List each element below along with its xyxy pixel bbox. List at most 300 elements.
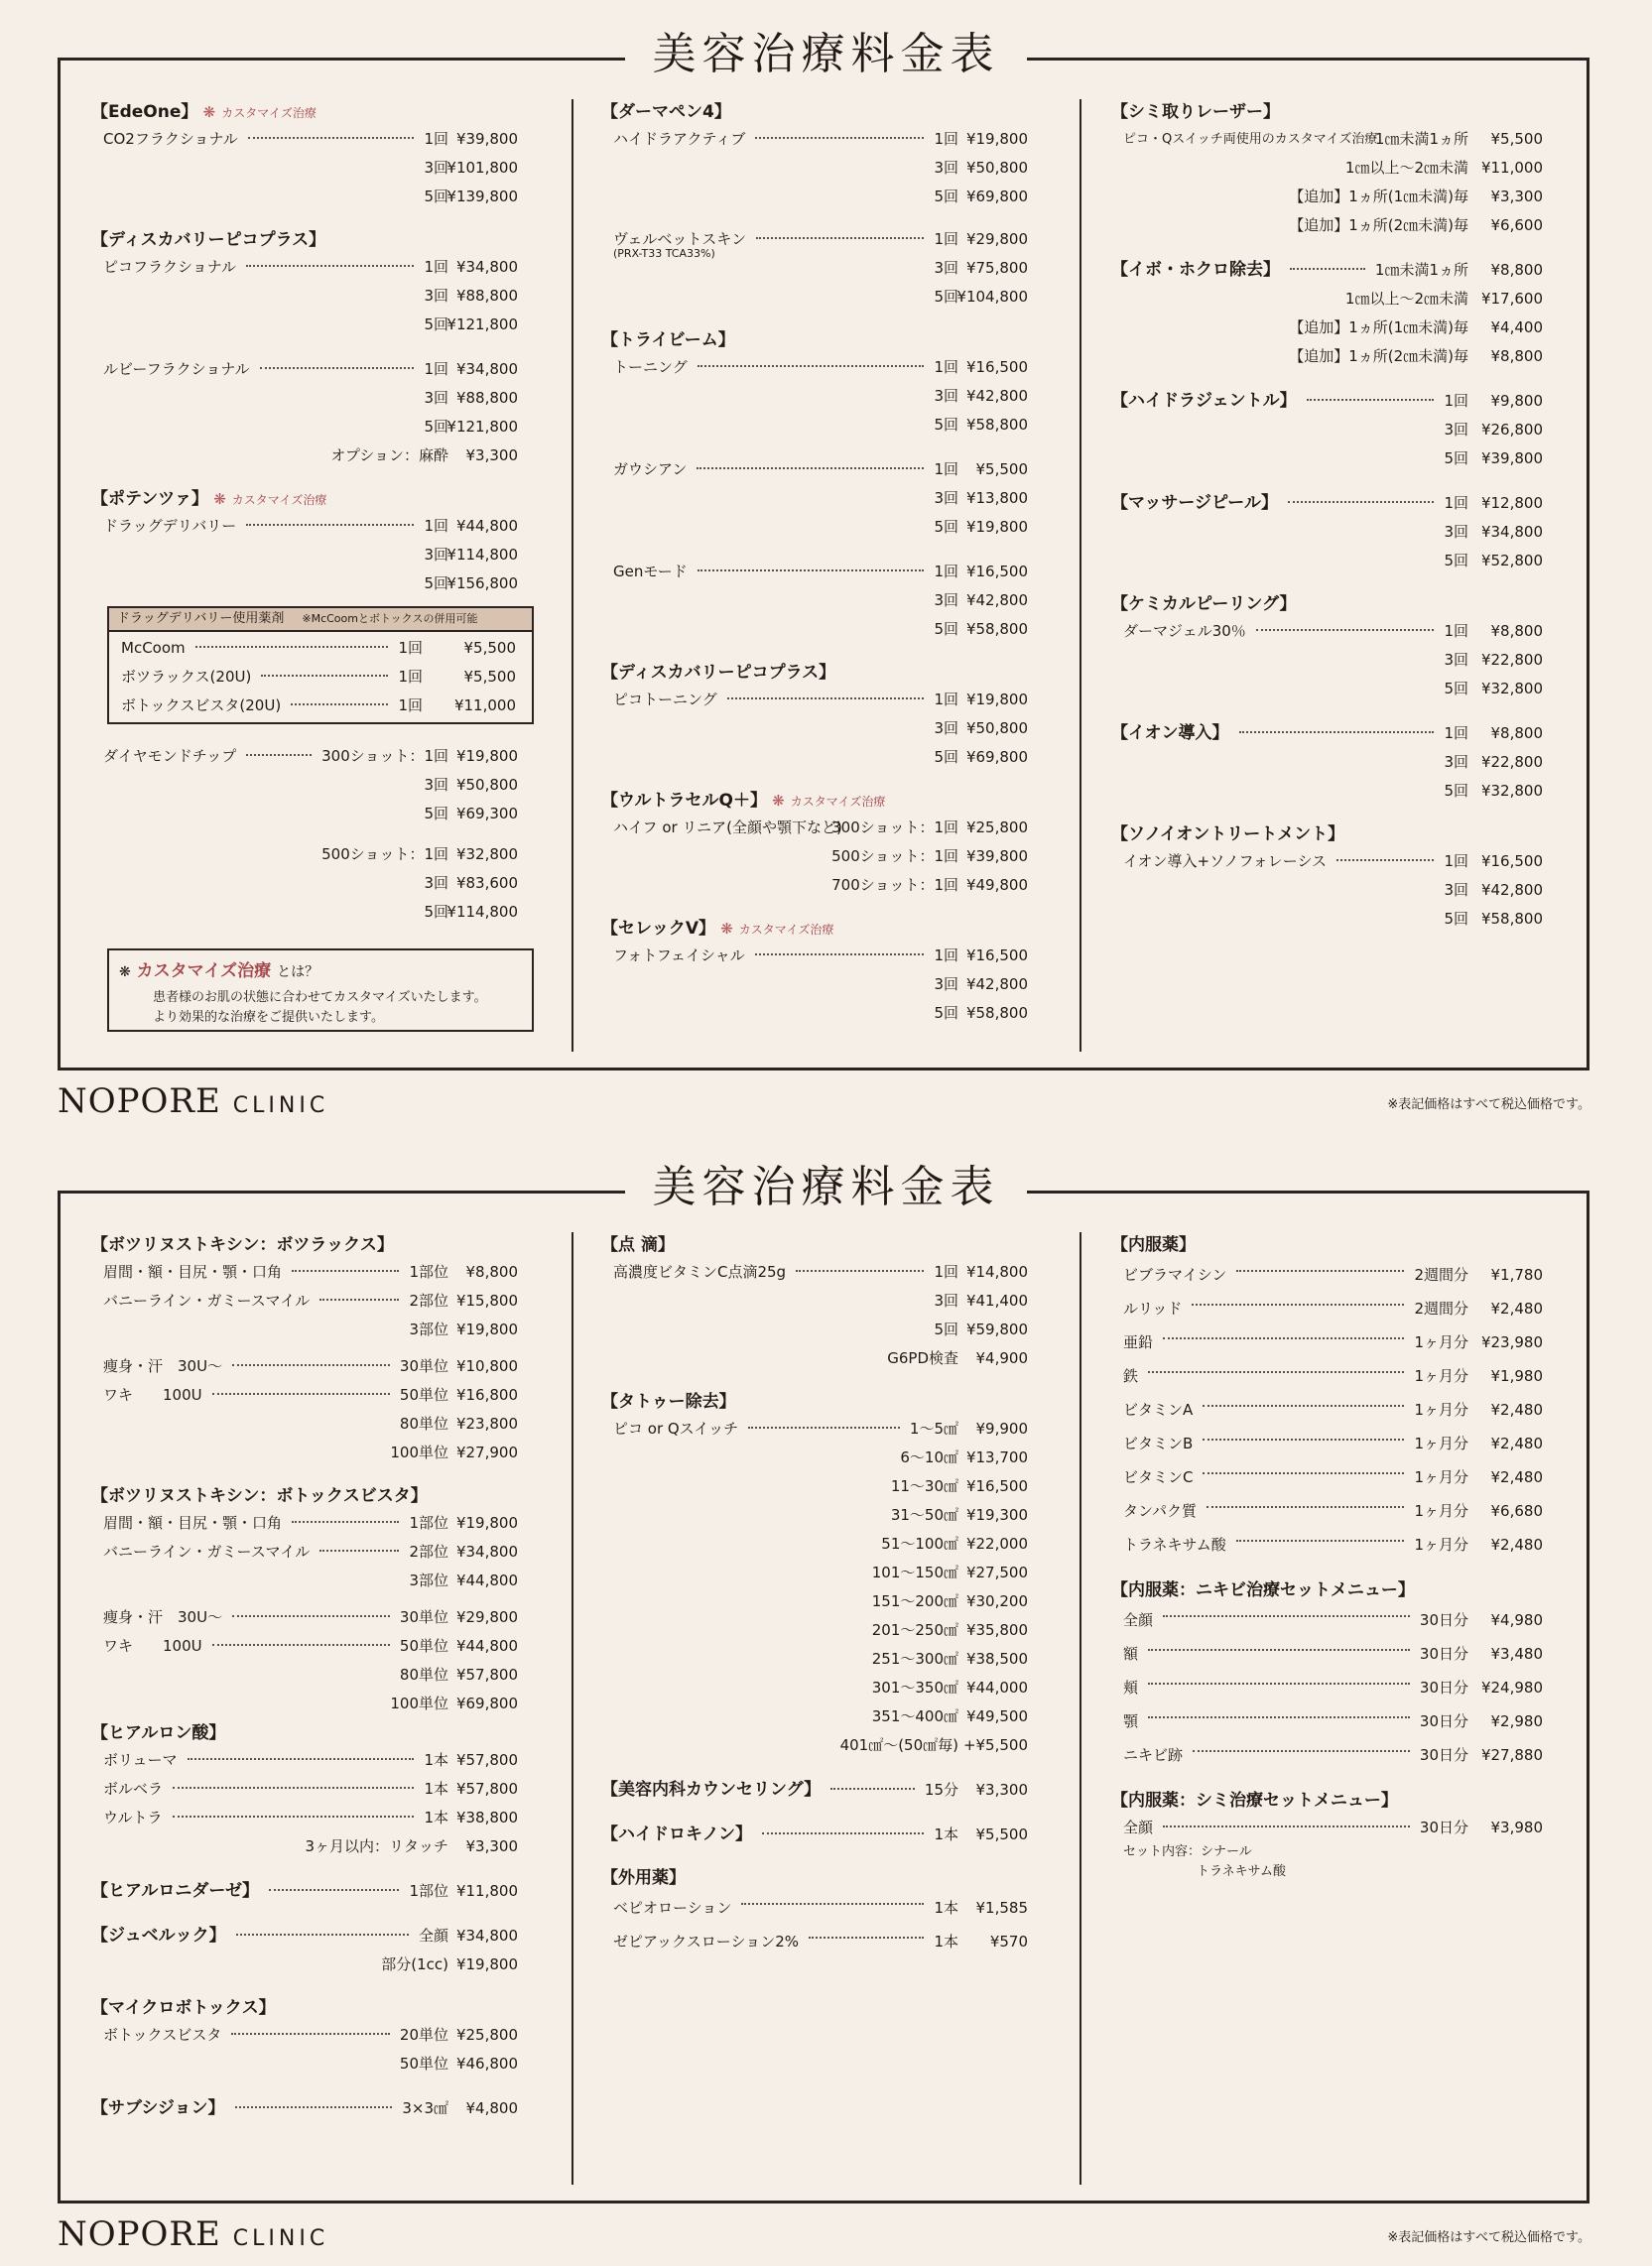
item-price: ¥121,800 bbox=[446, 315, 518, 333]
item-price: ¥8,800 bbox=[465, 1263, 518, 1281]
item-price: ¥114,800 bbox=[446, 546, 518, 564]
item-quantity: 401㎠～(50㎠毎) bbox=[839, 1736, 958, 1754]
price-row bbox=[91, 1951, 577, 1979]
item-name: 全顔 bbox=[1123, 1611, 1154, 1629]
item-name: 頬 bbox=[1123, 1679, 1139, 1697]
item-price: ¥19,800 bbox=[455, 1514, 518, 1532]
menu-section bbox=[1111, 1788, 1597, 1842]
column-2 bbox=[601, 1232, 1087, 2185]
section-heading bbox=[1111, 821, 1597, 847]
dot-leader bbox=[1207, 1506, 1404, 1508]
item-quantity: 50単位 bbox=[399, 1386, 448, 1404]
clinic-logo: NOPORE CLINIC bbox=[58, 2214, 329, 2254]
price-row bbox=[1111, 675, 1597, 703]
section-title: 【ウルトラセルQ＋】 bbox=[601, 791, 767, 811]
item-price: ¥114,800 bbox=[446, 903, 518, 921]
item-quantity: 2週間分 bbox=[1414, 1266, 1468, 1284]
item-price: ¥57,800 bbox=[455, 1666, 518, 1684]
item-price: ¥35,800 bbox=[965, 1621, 1028, 1639]
item-quantity: 3回 bbox=[934, 259, 958, 277]
item-price: ¥29,800 bbox=[965, 230, 1028, 248]
price-row bbox=[601, 1344, 1087, 1373]
item-quantity: 1回 bbox=[934, 130, 958, 148]
dot-leader bbox=[246, 265, 414, 267]
item-quantity: 3回 bbox=[934, 159, 958, 177]
item-name: ビブラマイシン bbox=[1123, 1266, 1227, 1284]
dot-leader bbox=[173, 1816, 414, 1818]
price-row bbox=[91, 1775, 577, 1804]
item-quantity: 1ヶ月分 bbox=[1414, 1401, 1468, 1419]
price-row bbox=[91, 1922, 577, 1951]
price-row bbox=[91, 771, 577, 800]
dot-leader bbox=[1148, 1649, 1410, 1651]
section-heading bbox=[601, 1232, 1087, 1258]
item-price: ¥42,800 bbox=[1480, 881, 1543, 899]
item-quantity: 【追加】1ヵ所(1㎝未満)毎 bbox=[1289, 188, 1468, 205]
item-price: ¥3,300 bbox=[1490, 188, 1543, 205]
price-row bbox=[601, 842, 1087, 871]
section-title: 【ボツリヌストキシン：ボツラックス】 bbox=[91, 1235, 394, 1255]
section-title: 【ヒアルロニダーゼ】 bbox=[91, 1881, 259, 1901]
price-row bbox=[91, 1804, 577, 1832]
dot-leader bbox=[261, 675, 388, 677]
item-name: 【ジュベルック】 bbox=[91, 1926, 226, 1946]
item-quantity: 5回 bbox=[1444, 449, 1468, 467]
item-price: ¥5,500 bbox=[1490, 130, 1543, 148]
item-price: ¥38,800 bbox=[455, 1809, 518, 1826]
item-quantity: 1ヶ月分 bbox=[1414, 1333, 1468, 1351]
item-quantity: 3回 bbox=[424, 776, 448, 794]
section-heading bbox=[91, 227, 577, 253]
menu-section bbox=[601, 660, 1087, 772]
price-row bbox=[91, 1567, 577, 1595]
item-price: ¥19,800 bbox=[455, 747, 518, 765]
section-heading bbox=[91, 1995, 577, 2021]
item-price: ¥24,980 bbox=[1480, 1679, 1543, 1697]
item-quantity: 3回 bbox=[424, 159, 448, 177]
item-price: ¥19,800 bbox=[965, 130, 1028, 148]
price-row bbox=[601, 484, 1087, 513]
price-row bbox=[1111, 1528, 1597, 1562]
price-row bbox=[91, 311, 577, 339]
price-row bbox=[91, 840, 577, 869]
price-row bbox=[1111, 1359, 1597, 1393]
dot-leader bbox=[292, 1270, 399, 1272]
item-quantity: オプション：麻酔 bbox=[330, 446, 448, 464]
item-price: ¥5,500 bbox=[463, 639, 516, 657]
price-row bbox=[91, 800, 577, 828]
item-price: ¥19,800 bbox=[455, 1321, 518, 1338]
item-price: ¥34,800 bbox=[455, 258, 518, 276]
item-price: ¥25,800 bbox=[965, 818, 1028, 836]
item-quantity: 1回 bbox=[934, 563, 958, 580]
price-row bbox=[91, 183, 577, 211]
dot-leader bbox=[1203, 1439, 1404, 1441]
item-price: ¥41,400 bbox=[965, 1292, 1028, 1310]
item-name: 鉄 bbox=[1123, 1367, 1139, 1385]
dot-leader bbox=[292, 1521, 399, 1523]
item-name: 【イオン導入】 bbox=[1111, 723, 1229, 743]
price-row bbox=[1111, 125, 1597, 154]
item-quantity: 5回 bbox=[424, 574, 448, 592]
price-row bbox=[601, 1702, 1087, 1731]
item-price: ¥9,800 bbox=[1490, 392, 1543, 410]
item-quantity: 5回 bbox=[1444, 910, 1468, 928]
section-heading bbox=[601, 1865, 1087, 1891]
dot-leader bbox=[319, 1550, 399, 1552]
section-title: 【外用薬】 bbox=[601, 1868, 686, 1888]
item-quantity: G6PD検査 bbox=[887, 1349, 958, 1367]
menu-section bbox=[91, 1995, 577, 2078]
section-title: 【セレックV】 bbox=[601, 919, 715, 939]
item-price: ¥83,600 bbox=[455, 874, 518, 892]
section-title: 【点 滴】 bbox=[601, 1235, 675, 1255]
menu-section bbox=[1111, 1577, 1597, 1772]
item-name: ヴェルベットスキン bbox=[613, 230, 747, 248]
dot-leader bbox=[246, 524, 414, 526]
item-quantity: 5回 bbox=[934, 288, 958, 306]
item-quantity: 101～150㎠ bbox=[871, 1564, 958, 1581]
section-title: 【タトゥー除去】 bbox=[601, 1392, 736, 1412]
item-price: ¥52,800 bbox=[1480, 552, 1543, 569]
price-row bbox=[1111, 256, 1597, 285]
price-row bbox=[91, 1352, 577, 1381]
menu-section bbox=[1111, 489, 1597, 575]
dot-leader bbox=[232, 1615, 390, 1617]
item-price: ¥32,800 bbox=[1480, 782, 1543, 800]
item-price: ¥14,800 bbox=[965, 1263, 1028, 1281]
item-quantity: 3回 bbox=[934, 719, 958, 737]
price-row bbox=[91, 2094, 577, 2123]
price-row bbox=[601, 382, 1087, 411]
item-name: ピコトーニング bbox=[613, 691, 717, 708]
item-name: ボトックスビスタ(20U) bbox=[121, 696, 282, 714]
section-title: 【マイクロボトックス】 bbox=[91, 1998, 276, 2018]
item-quantity: 50単位 bbox=[399, 2055, 448, 2073]
item-price: ¥88,800 bbox=[455, 389, 518, 407]
item-quantity: 3ヶ月以内：リタッチ bbox=[305, 1837, 448, 1855]
section-title: 【ハイドロキノン】 bbox=[601, 1825, 752, 1844]
item-price: ¥8,800 bbox=[1490, 622, 1543, 640]
item-quantity: 1㎝以上～2㎝未満 bbox=[1344, 290, 1468, 308]
menu-section bbox=[91, 1922, 577, 1979]
price-row bbox=[1111, 416, 1597, 444]
item-name: フォトフェイシャル bbox=[613, 946, 745, 964]
dot-leader bbox=[212, 1393, 390, 1395]
item-quantity: 1回 bbox=[934, 1263, 958, 1281]
menu-section bbox=[601, 99, 1087, 211]
item-price: ¥12,800 bbox=[1480, 494, 1543, 512]
menu-section bbox=[601, 455, 1087, 542]
menu-section bbox=[601, 1776, 1087, 1805]
item-quantity: 51～100㎠ bbox=[881, 1535, 958, 1553]
item-quantity: 351～400㎠ bbox=[871, 1707, 958, 1725]
price-row bbox=[601, 1501, 1087, 1530]
menu-section bbox=[91, 1232, 577, 1344]
price-row bbox=[91, 355, 577, 384]
item-quantity: 1回 bbox=[398, 668, 423, 686]
price-row bbox=[91, 742, 577, 771]
item-price: ¥58,800 bbox=[965, 1004, 1028, 1022]
price-row bbox=[1111, 1427, 1597, 1460]
dot-leader bbox=[809, 1937, 924, 1939]
item-quantity: 1本 bbox=[934, 1825, 958, 1843]
price-row bbox=[91, 869, 577, 898]
item-quantity: 300ショット：1回 bbox=[831, 818, 958, 836]
item-quantity: 1回 bbox=[424, 130, 448, 148]
item-name: ルビーフラクショナル bbox=[103, 360, 250, 378]
dot-leader bbox=[1193, 1750, 1410, 1752]
menu-section bbox=[91, 1877, 577, 1906]
menu-section bbox=[1111, 821, 1597, 934]
price-row bbox=[91, 1287, 577, 1316]
section-title: 【ポテンツァ】 bbox=[91, 489, 208, 509]
item-name: ワキ 100U bbox=[103, 1637, 202, 1655]
price-row bbox=[601, 225, 1087, 260]
menu-section bbox=[1111, 591, 1597, 703]
item-quantity: 80単位 bbox=[399, 1415, 448, 1433]
item-quantity: 30日分 bbox=[1419, 1679, 1468, 1697]
item-price: ¥8,800 bbox=[1490, 261, 1543, 279]
item-price: ¥34,800 bbox=[1480, 523, 1543, 541]
item-price: ¥1,980 bbox=[1490, 1367, 1543, 1385]
dot-leader bbox=[1236, 1540, 1404, 1542]
price-row bbox=[601, 455, 1087, 484]
section-heading bbox=[601, 1389, 1087, 1415]
item-price: ¥27,900 bbox=[455, 1444, 518, 1461]
item-quantity: 5回 bbox=[934, 188, 958, 205]
item-price: ¥34,800 bbox=[455, 360, 518, 378]
item-quantity: 【追加】1ヵ所(2㎝未満)毎 bbox=[1289, 347, 1468, 365]
dot-leader bbox=[698, 569, 924, 571]
item-quantity: 1ヶ月分 bbox=[1414, 1435, 1468, 1452]
menu-section bbox=[91, 1720, 577, 1861]
item-quantity: 【追加】1ヵ所(1㎝未満)毎 bbox=[1289, 318, 1468, 336]
item-name: ドラッグデリバリー bbox=[103, 517, 237, 535]
item-quantity: 1ヶ月分 bbox=[1414, 1367, 1468, 1385]
item-price: ¥42,800 bbox=[965, 387, 1028, 405]
item-name: バニーライン・ガミースマイル bbox=[103, 1543, 311, 1561]
menu-section bbox=[91, 227, 577, 339]
dot-leader bbox=[1163, 1825, 1410, 1827]
item-quantity: 100単位 bbox=[390, 1695, 448, 1712]
item-quantity: 1㎝未満1ヵ所 bbox=[1374, 261, 1468, 279]
item-price: ¥11,000 bbox=[1480, 159, 1543, 177]
item-price: ¥46,800 bbox=[455, 2055, 518, 2073]
item-quantity: 1回 bbox=[934, 230, 958, 248]
customize-badge: カスタマイズ治療 bbox=[738, 923, 834, 937]
item-quantity: 3回 bbox=[424, 287, 448, 305]
item-quantity: 全顔 bbox=[418, 1927, 448, 1945]
customize-badge: カスタマイズ治療 bbox=[231, 493, 327, 507]
item-price: ¥6,680 bbox=[1490, 1502, 1543, 1520]
dot-leader bbox=[173, 1787, 414, 1789]
tax-note: ※表記価格はすべて税込価格です。 bbox=[1387, 2230, 1590, 2245]
item-name: ハイドラアクティブ bbox=[613, 130, 746, 148]
price-row bbox=[1111, 1258, 1597, 1292]
price-row bbox=[601, 1530, 1087, 1559]
item-price: ¥34,800 bbox=[455, 1927, 518, 1945]
price-row bbox=[1111, 1637, 1597, 1671]
item-quantity: 30日分 bbox=[1419, 1819, 1468, 1836]
item-quantity: 5回 bbox=[934, 1004, 958, 1022]
dot-leader bbox=[260, 367, 414, 369]
section-title: 【美容内科カウンセリング】 bbox=[601, 1780, 822, 1800]
dot-leader bbox=[212, 1644, 390, 1646]
section-heading bbox=[91, 486, 577, 512]
dot-leader bbox=[291, 703, 388, 705]
item-name: ピコ or Qスイッチ bbox=[613, 1420, 739, 1438]
section-heading bbox=[91, 1720, 577, 1746]
dot-leader bbox=[1239, 731, 1434, 733]
item-price: ¥49,500 bbox=[965, 1707, 1028, 1725]
dot-leader bbox=[195, 646, 388, 648]
item-price: ¥26,800 bbox=[1480, 421, 1543, 439]
item-quantity: 2週間分 bbox=[1414, 1300, 1468, 1318]
flower-icon: ❋ bbox=[119, 964, 131, 980]
menu-section bbox=[109, 632, 532, 722]
item-quantity: 1ヶ月分 bbox=[1414, 1468, 1468, 1486]
item-price: ¥3,300 bbox=[465, 446, 518, 464]
menu-section bbox=[1111, 719, 1597, 806]
dot-leader bbox=[232, 1364, 390, 1366]
item-name: 眉間・額・目尻・顎・口角 bbox=[103, 1514, 283, 1532]
price-row bbox=[601, 183, 1087, 211]
menu-section bbox=[601, 1865, 1087, 1958]
price-row bbox=[601, 125, 1087, 154]
price-row bbox=[91, 125, 577, 154]
item-quantity: 5回 bbox=[1444, 552, 1468, 569]
dot-leader bbox=[188, 1758, 414, 1760]
price-row bbox=[601, 353, 1087, 382]
item-name: Genモード bbox=[613, 563, 688, 580]
price-row bbox=[1111, 154, 1597, 183]
item-quantity: 3回 bbox=[1444, 753, 1468, 771]
price-row bbox=[1111, 617, 1597, 646]
item-price: ¥13,700 bbox=[965, 1448, 1028, 1466]
item-price: ¥69,800 bbox=[455, 1695, 518, 1712]
item-price: ¥34,800 bbox=[455, 1543, 518, 1561]
price-row bbox=[1111, 1460, 1597, 1494]
item-quantity: 1回 bbox=[424, 517, 448, 535]
item-price: ¥19,800 bbox=[455, 1955, 518, 1973]
item-name: ボツラックス(20U) bbox=[121, 668, 252, 686]
tax-note: ※表記価格はすべて税込価格です。 bbox=[1387, 1097, 1590, 1112]
item-name: ボリューマ bbox=[103, 1751, 178, 1769]
price-row bbox=[91, 1603, 577, 1632]
item-quantity: 5回 bbox=[1444, 680, 1468, 697]
price-row bbox=[91, 1832, 577, 1861]
item-name: 顎 bbox=[1123, 1712, 1139, 1730]
item-quantity: 5回 bbox=[424, 805, 448, 822]
price-row bbox=[601, 1287, 1087, 1316]
price-row bbox=[1111, 183, 1597, 211]
menu-section bbox=[91, 99, 577, 211]
price-row bbox=[601, 154, 1087, 183]
price-row bbox=[91, 541, 577, 569]
item-name: ワキ 100U bbox=[103, 1386, 202, 1404]
price-row bbox=[91, 253, 577, 282]
price-row bbox=[601, 254, 1087, 283]
item-quantity: 3回 bbox=[934, 387, 958, 405]
price-row bbox=[601, 1821, 1087, 1849]
dot-leader bbox=[1148, 1683, 1410, 1685]
price-row bbox=[91, 1316, 577, 1344]
item-name: ビタミンA bbox=[1123, 1401, 1194, 1419]
item-quantity: 3回 bbox=[1444, 523, 1468, 541]
item-price: ¥2,980 bbox=[1490, 1712, 1543, 1730]
item-quantity: 3回 bbox=[1444, 651, 1468, 669]
price-row bbox=[91, 441, 577, 470]
item-price: ¥44,000 bbox=[965, 1679, 1028, 1697]
price-row bbox=[1111, 719, 1597, 748]
item-price: ¥88,800 bbox=[455, 287, 518, 305]
item-name: ウルトラ bbox=[103, 1809, 163, 1826]
item-price: ¥25,800 bbox=[455, 2026, 518, 2044]
price-row bbox=[91, 1746, 577, 1775]
item-price: ¥4,800 bbox=[465, 2099, 518, 2117]
item-quantity: 11～30㎠ bbox=[890, 1477, 958, 1495]
item-price: ¥29,800 bbox=[455, 1608, 518, 1626]
item-price: ¥2,480 bbox=[1490, 1468, 1543, 1486]
section-heading bbox=[1111, 99, 1597, 125]
item-quantity: 5回 bbox=[934, 620, 958, 638]
item-name: ビタミンC bbox=[1123, 1468, 1194, 1486]
column-3 bbox=[1111, 99, 1597, 1052]
item-name: ガウシアン bbox=[613, 460, 688, 478]
price-row bbox=[601, 1645, 1087, 1674]
section-title: 【ヒアルロン酸】 bbox=[91, 1723, 226, 1743]
customize-note-box bbox=[107, 948, 534, 1032]
item-price: ¥16,800 bbox=[455, 1386, 518, 1404]
item-price: ¥23,980 bbox=[1480, 1333, 1543, 1351]
menu-section bbox=[91, 2094, 577, 2123]
section-heading bbox=[601, 788, 1087, 814]
column-2 bbox=[601, 99, 1087, 1052]
item-quantity: 30日分 bbox=[1419, 1611, 1468, 1629]
price-row bbox=[601, 942, 1087, 970]
item-price: ¥27,880 bbox=[1480, 1746, 1543, 1764]
price-row bbox=[91, 413, 577, 441]
item-name: ハイフ or リニア(全顔や顎下など) bbox=[613, 818, 842, 836]
price-row bbox=[601, 283, 1087, 312]
item-price: ¥38,500 bbox=[965, 1650, 1028, 1668]
item-name: 亜鉛 bbox=[1123, 1333, 1154, 1351]
dot-leader bbox=[1307, 399, 1434, 401]
item-price: ¥16,500 bbox=[965, 563, 1028, 580]
item-quantity: 20単位 bbox=[399, 2026, 448, 2044]
section-title: 【トライビーム】 bbox=[601, 330, 735, 350]
item-name: トラネキサム酸 bbox=[1123, 1536, 1226, 1554]
item-quantity: 1回 bbox=[1444, 852, 1468, 870]
dot-leader bbox=[762, 1832, 924, 1834]
item-price: ¥59,800 bbox=[965, 1321, 1028, 1338]
section-title: 【サブシジョン】 bbox=[91, 2098, 225, 2118]
item-price: ¥11,000 bbox=[453, 696, 516, 714]
menu-section bbox=[601, 1232, 1087, 1373]
item-price: ¥32,800 bbox=[1480, 680, 1543, 697]
menu-section bbox=[601, 1389, 1087, 1760]
item-name: 額 bbox=[1123, 1645, 1139, 1663]
menu-section bbox=[601, 916, 1087, 1028]
section-heading bbox=[1111, 1788, 1597, 1814]
item-quantity: 1回 bbox=[1444, 494, 1468, 512]
item-price: ¥58,800 bbox=[965, 416, 1028, 434]
dot-leader bbox=[1203, 1472, 1404, 1474]
item-price: ¥50,800 bbox=[455, 776, 518, 794]
dot-leader bbox=[1148, 1371, 1404, 1373]
section-title: 【シミ取りレーザー】 bbox=[1111, 102, 1280, 122]
